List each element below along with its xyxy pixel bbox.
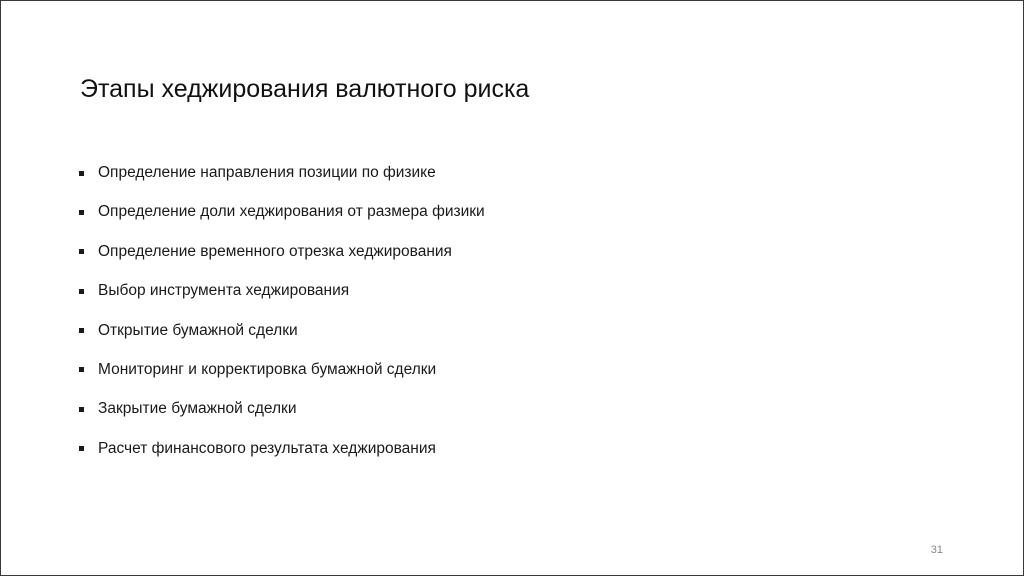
- square-bullet-icon: [79, 328, 84, 333]
- list-item: [79, 161, 485, 200]
- square-bullet-icon: [79, 171, 84, 176]
- list-item-text: Определение направления позиции по физике: [98, 164, 436, 181]
- square-bullet-icon: [79, 407, 84, 412]
- square-bullet-icon: [79, 210, 84, 215]
- list-item: [79, 437, 485, 476]
- list-item-text: Открытие бумажной сделки: [98, 321, 298, 339]
- list-item: [79, 200, 485, 239]
- slide-title: Этапы хеджирования валютного риска: [80, 75, 530, 103]
- list-item: [79, 279, 485, 318]
- bullet-list: [79, 161, 485, 476]
- list-item: [79, 358, 485, 397]
- square-bullet-icon: [79, 367, 84, 372]
- list-item: [79, 240, 485, 279]
- list-item-text: Расчет финансового результата хеджирования: [98, 439, 436, 457]
- page-number: 31: [930, 544, 943, 556]
- list-item: [79, 397, 485, 436]
- list-item-text: Определение доли хеджирования от размера физики: [98, 203, 485, 221]
- square-bullet-icon: [79, 446, 84, 451]
- list-item-text: Мониторинг и корректировка бумажной сделки: [98, 360, 437, 378]
- list-item-text: Определение временного отрезка хеджирования: [98, 242, 452, 260]
- square-bullet-icon: [79, 289, 84, 294]
- list-item: [79, 319, 485, 358]
- list-item-text: Закрытие бумажной сделки: [98, 400, 297, 418]
- list-item-text: Выбор инструмента хеджирования: [98, 282, 350, 300]
- square-bullet-icon: [79, 249, 84, 254]
